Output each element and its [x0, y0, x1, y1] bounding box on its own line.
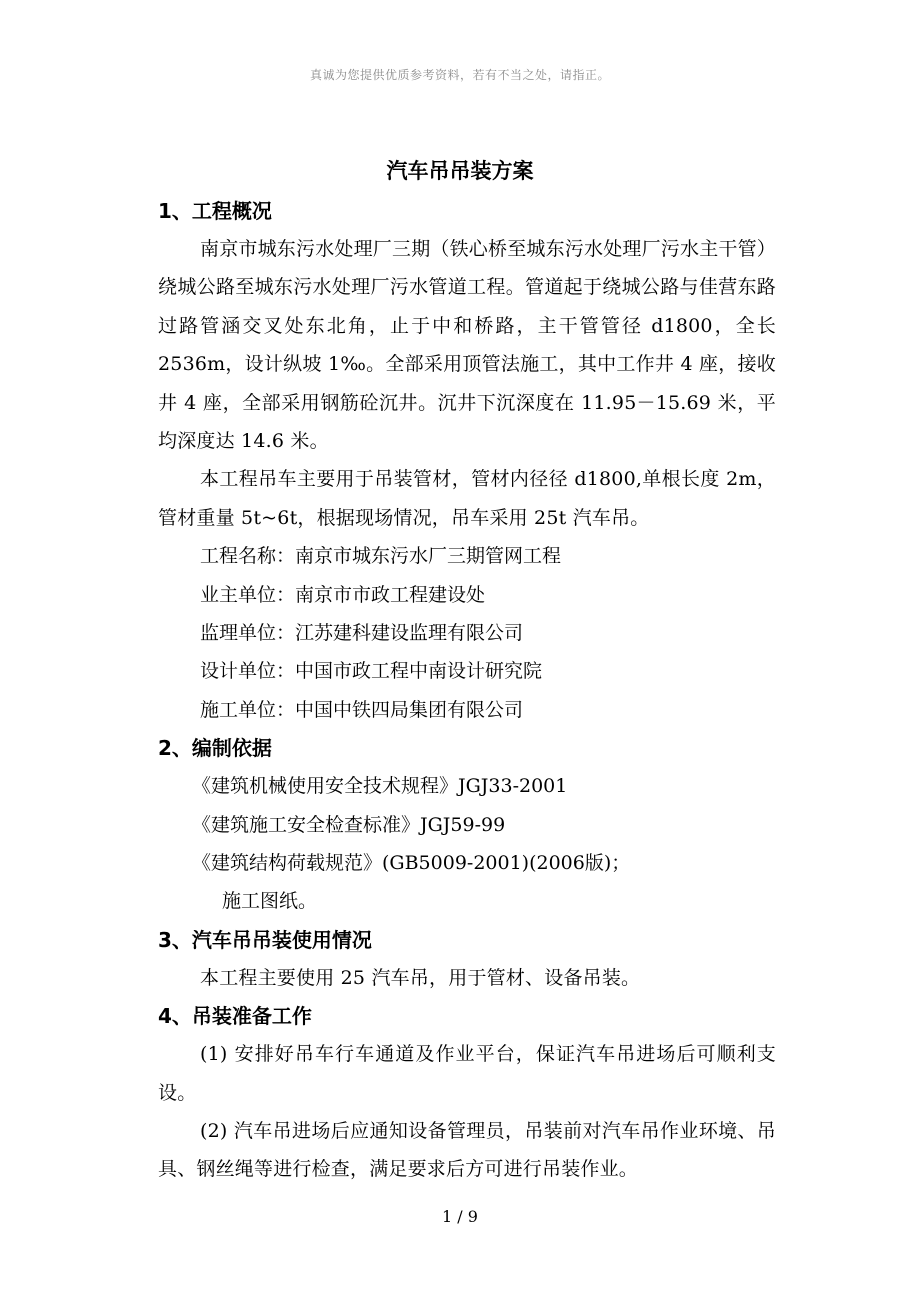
reference-drawings: 施工图纸。 [222, 890, 318, 913]
preparation-item-2: (2) 汽车吊进场后应通知设备管理员，吊装前对汽车吊作业环境、吊具、钢丝绳等进行检查，满足要求后方可进行吊装作业。 [158, 1119, 776, 1181]
page-number: 1 / 9 [442, 1207, 478, 1226]
reference-item: 《建筑机械使用安全技术规程》JGJ33-2001 [192, 775, 568, 798]
crane-usage-paragraph: 本工程吊车主要用于吊装管材，管材内径径 d1800,单根长度 2m，管材重量 5t~6t，根据现场情况，吊车采用 25t 汽车吊。 [158, 468, 776, 529]
owner-line: 业主单位：南京市市政工程建设处 [200, 583, 486, 606]
reference-item: 《建筑施工安全检查标准》JGJ59-99 [192, 813, 506, 836]
designer-line: 设计单位：中国市政工程中南设计研究院 [200, 660, 543, 683]
header-note: 真诚为您提供优质参考资料，若有不当之处，请指正。 [309, 68, 610, 82]
section-heading-preparation: 4、吊装准备工作 [158, 1004, 312, 1029]
project-name-line: 工程名称：南京市城东污水厂三期管网工程 [200, 545, 562, 568]
preparation-item-1: (1) 安排好吊车行车通道及作业平台，保证汽车吊进场后可顺利支设。 [158, 1043, 776, 1104]
overview-paragraph: 南京市城东污水处理厂三期（铁心桥至城东污水处理厂污水主干管）绕城公路至城东污水处理厂污水管道工程。管道起于绕城公路与佳营东路过路管涵交叉处东北角，止于中和桥路，主干管管径 d1800，全长 2536m，设计纵坡 1‰。全部采用顶管法施工，其中工作井 4 座，接收井 4 座，全部采用钢筋砼沉井。沉井下沉深度在 11.95－15.69 米，平均深度达 14.6 米。 [158, 238, 777, 453]
crane-usage-text: 本工程主要使用 25 汽车吊，用于管材、设备吊装。 [200, 966, 641, 989]
document-title: 汽车吊吊装方案 [386, 159, 534, 183]
supervisor-line: 监理单位：江苏建科建设监理有限公司 [200, 622, 524, 645]
section-heading-crane-usage: 3、汽车吊吊装使用情况 [158, 927, 372, 952]
reference-item: 《建筑结构荷载规范》(GB5009-2001)(2006版)； [192, 851, 631, 874]
section-heading-basis: 2、编制依据 [158, 736, 272, 761]
contractor-line: 施工单位：中国中铁四局集团有限公司 [200, 698, 524, 721]
section-heading-overview: 1、工程概况 [158, 199, 272, 223]
document-body [158, 192, 776, 1189]
